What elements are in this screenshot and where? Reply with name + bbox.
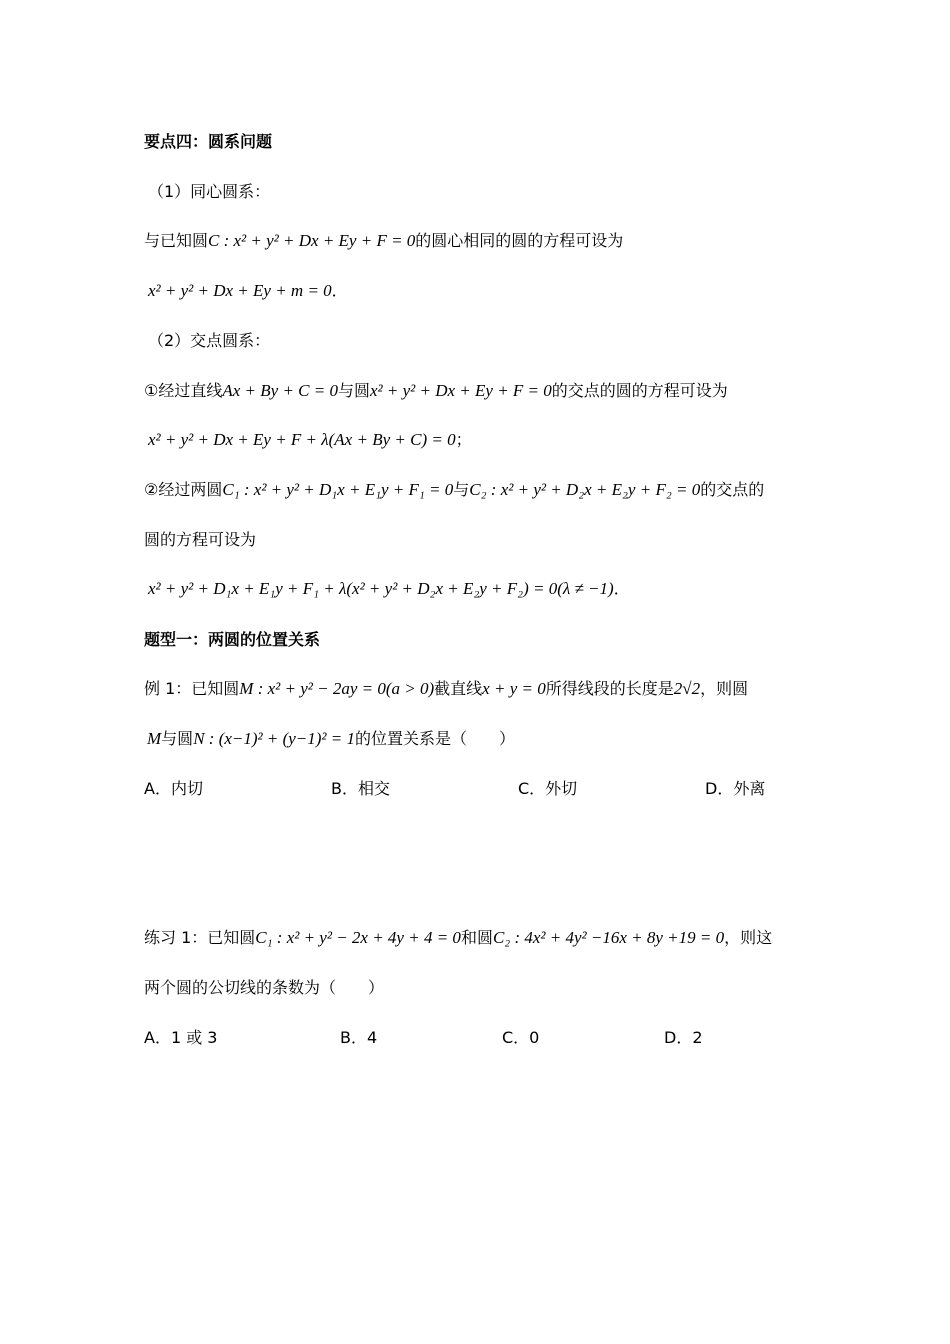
text: 的交点的圆的方程可设为 <box>551 381 728 400</box>
text: ； <box>455 430 472 449</box>
example-1-line-1 <box>144 678 748 700</box>
text: 与 <box>453 480 470 499</box>
chord-length: 2√2 <box>673 679 701 698</box>
equation-line: x + y = 0 <box>482 679 546 698</box>
type1-title: 题型一：两圆的位置关系 <box>144 630 321 649</box>
example-option-d[interactable]: D．外离 <box>705 779 766 798</box>
exercise-option-d[interactable]: D．2 <box>664 1028 703 1047</box>
text: 例 1：已知圆 <box>144 679 240 698</box>
section-title: 要点四：圆系问题 <box>144 132 273 151</box>
circle-m-label: M <box>147 729 162 748</box>
text: 与圆 <box>161 729 194 748</box>
text: 和圆 <box>460 928 493 947</box>
exercise-option-c[interactable]: C．0 <box>502 1028 540 1047</box>
exercise-1-line-2: 两个圆的公切线的条数为（ ） <box>144 978 385 997</box>
text: 所得线段的长度是 <box>545 679 674 698</box>
text: 截直线 <box>434 679 483 698</box>
example-option-a[interactable]: A．内切 <box>144 779 203 798</box>
intersection-item-2-cont: 圆的方程可设为 <box>144 530 257 549</box>
text: ，则这 <box>724 928 773 947</box>
text: ①经过直线 <box>144 381 223 400</box>
text: 与已知圆 <box>144 231 209 250</box>
exercise-option-b[interactable]: B．4 <box>340 1028 378 1047</box>
subsection-concentric: （1）同心圆系： <box>148 182 271 201</box>
equation-circle-m: M : x² + y² − 2ay = 0(a > 0) <box>239 679 435 698</box>
intersection-item-2-result <box>148 578 630 600</box>
text: 的交点的 <box>700 480 765 499</box>
concentric-statement <box>144 230 623 252</box>
text: 与圆 <box>337 381 370 400</box>
exercise-1-line-1 <box>144 927 772 949</box>
equation-family-line-circle: x² + y² + Dx + Ey + F + λ(Ax + By + C) = 0 <box>148 430 456 449</box>
equation-circle-c2: C₂ : 4x² + 4y² −16x + 8y +19 = 0 <box>492 928 725 947</box>
equation-family-two-circles: x² + y² + D₁x + E₁y + F₁ + λ(x² + y² + D₂x + E₂y + F₂) = 0(λ ≠ −1) <box>148 579 614 598</box>
text: ． <box>613 579 630 598</box>
example-option-c[interactable]: C．外切 <box>518 779 578 798</box>
exercise-option-a[interactable]: A．1 或 3 <box>144 1028 218 1047</box>
equation-circle-c1: C₁ : x² + y² + D₁x + E₁y + F₁ = 0 <box>222 480 454 499</box>
equation-line: Ax + By + C = 0 <box>222 381 338 400</box>
equation-circle: x² + y² + Dx + Ey + F = 0 <box>370 381 552 400</box>
concentric-result <box>148 280 348 302</box>
text: ． <box>331 281 348 300</box>
intersection-item-1 <box>144 380 728 402</box>
equation-circle-n: N : (x−1)² + (y−1)² = 1 <box>193 729 356 748</box>
example-1-line-2 <box>147 728 515 750</box>
text: 练习 1：已知圆 <box>144 928 256 947</box>
text: 的位置关系是（ ） <box>355 729 516 748</box>
example-option-b[interactable]: B．相交 <box>331 779 390 798</box>
equation-circle-c2: C₂ : x² + y² + D₂x + E₂y + F₂ = 0 <box>469 480 701 499</box>
subsection-intersection: （2）交点圆系： <box>148 331 271 350</box>
equation-concentric-family: x² + y² + Dx + Ey + m = 0 <box>148 281 332 300</box>
equation-circle-c1: C₁ : x² + y² − 2x + 4y + 4 = 0 <box>255 928 461 947</box>
intersection-item-1-result <box>148 429 472 451</box>
text: 的圆心相同的圆的方程可设为 <box>415 231 624 250</box>
intersection-item-2 <box>144 479 764 501</box>
equation-given-circle: C : x² + y² + Dx + Ey + F = 0 <box>208 231 416 250</box>
text: ②经过两圆 <box>144 480 223 499</box>
text: ，则圆 <box>700 679 749 698</box>
